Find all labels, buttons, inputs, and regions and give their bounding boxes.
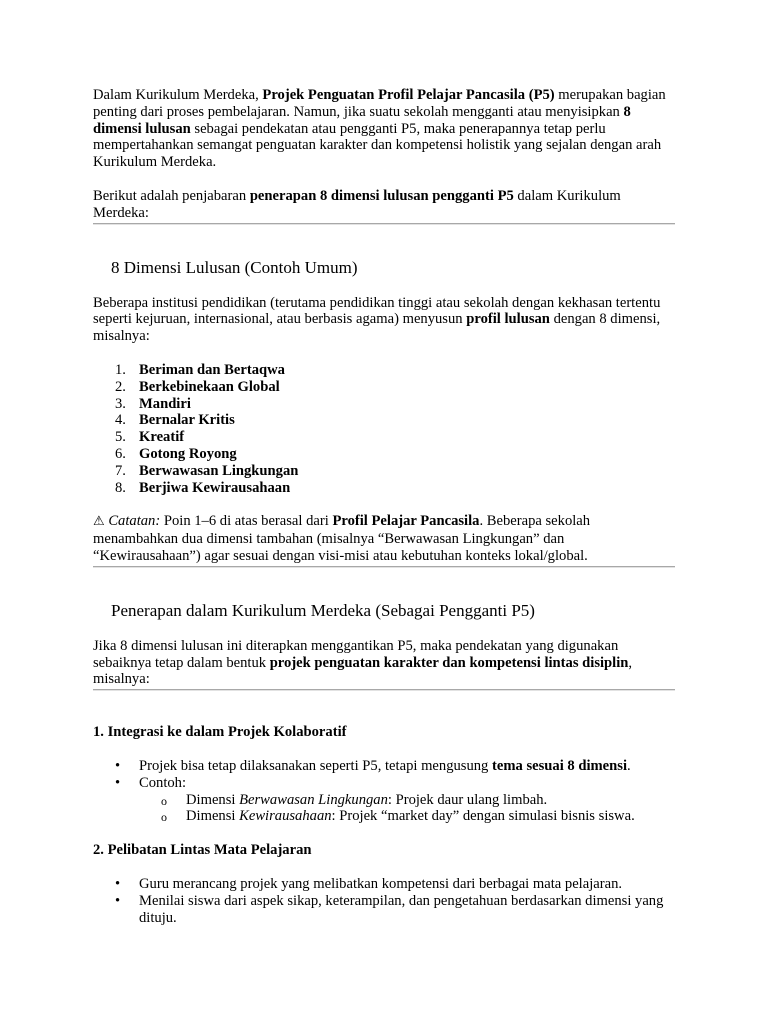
text: Dimensi	[186, 808, 240, 825]
text: dalam Kurikulum Merdeka:	[93, 187, 621, 221]
circle-bullet-icon: o	[161, 793, 167, 808]
section-heading-implementation: Penerapan dalam Kurikulum Merdeka (Sebagai Pengganti P5)	[111, 600, 535, 620]
list-item	[93, 396, 675, 413]
list-number: 5.	[115, 429, 126, 446]
list-number: 7.	[115, 462, 126, 479]
text: Menilai siswa dari aspek sikap, keterampilan, dan pengetahuan berdasarkan dimensi yang dituju.	[139, 892, 664, 926]
bullet-icon: •	[115, 892, 121, 909]
cross-subject-bullet-list	[93, 876, 675, 926]
list-item	[93, 429, 675, 446]
list-item	[93, 876, 675, 893]
list-item-label: Bernalar Kritis	[139, 412, 235, 429]
list-item-label: Beriman dan Bertaqwa	[139, 361, 285, 378]
integration-bullet-list	[93, 758, 675, 825]
circle-bullet-icon: o	[161, 810, 167, 825]
list-item	[93, 412, 675, 429]
intro-paragraph	[93, 87, 675, 171]
bold-text: projek penguatan karakter dan kompetensi lintas disiplin	[269, 654, 629, 671]
text: merupakan bagian penting dari proses pembelajaran. Namun, jika suatu sekolah mengganti atau menyisipkan	[93, 87, 666, 120]
bold-text: tema sesuai 8 dimensi	[492, 757, 628, 774]
text: dengan 8 dimensi, misalnya:	[93, 311, 661, 345]
list-number: 8.	[115, 479, 126, 496]
dimensions-list	[93, 362, 675, 496]
text: sebagai pendekatan atau pengganti P5, maka penerapannya tetap perlu mempertahankan semangat penguatan karakter dan kompetensi holistik yang sejalan dengan arah Kurikulum Merdeka.	[93, 120, 662, 171]
text: Dalam Kurikulum Merdeka,	[93, 87, 263, 103]
list-item	[93, 480, 675, 497]
list-item-label: Berwawasan Lingkungan	[139, 462, 299, 479]
list-item	[93, 758, 675, 775]
subheading-integration: 1. Integrasi ke dalam Projek Kolaboratif	[93, 724, 347, 741]
horizontal-rule	[93, 689, 675, 691]
list-item-label: Berkebinekaan Global	[139, 378, 280, 395]
text: . Beberapa sekolah menambahkan dua dimensi tambahan (misalnya “Berwawasan Lingkungan” dan “Kewirausahaan”) agar sesuai dengan visi-misi atau kebutuhan konteks lokal/global.	[93, 513, 591, 564]
sublist-item	[93, 808, 675, 825]
warning-icon: ⚠	[93, 514, 105, 530]
text: Contoh:	[139, 774, 187, 791]
italic-text: Berwawasan Lingkungan	[239, 791, 388, 808]
list-number: 3.	[115, 395, 126, 412]
list-item	[93, 775, 675, 825]
bold-text: Projek Penguatan Profil Pelajar Pancasila (P5)	[262, 87, 555, 103]
italic-text: Kewirausahaan	[239, 808, 332, 825]
horizontal-rule	[93, 566, 675, 568]
text: .	[627, 757, 631, 774]
italic-text: Catatan:	[108, 513, 161, 530]
list-item	[93, 379, 675, 396]
text: Berikut adalah penjabaran	[93, 187, 250, 204]
list-number: 6.	[115, 445, 126, 462]
text: : Projek “market day” dengan simulasi bisnis siswa.	[331, 808, 635, 825]
implementation-paragraph	[93, 638, 675, 688]
text: Jika 8 dimensi lulusan ini diterapkan menggantikan P5, maka pendekatan yang digunakan sebaiknya tetap dalam bentuk	[93, 637, 619, 671]
list-number: 1.	[115, 361, 126, 378]
bold-text: penerapan 8 dimensi lulusan pengganti P5	[249, 187, 514, 204]
sublist-item	[93, 792, 675, 809]
text: Poin 1–6 di atas berasal dari	[160, 513, 333, 530]
list-item-label: Berjiwa Kewirausahaan	[139, 479, 291, 496]
horizontal-rule	[93, 223, 675, 225]
list-number: 2.	[115, 378, 126, 395]
list-item-label: Mandiri	[139, 395, 191, 412]
list-item-label: Kreatif	[139, 429, 185, 446]
document-content	[93, 87, 675, 926]
example-sublist	[139, 792, 675, 826]
bold-text: profil lulusan	[466, 311, 550, 328]
intro-paragraph-2	[93, 188, 675, 222]
subheading-cross-subject: 2. Pelibatan Lintas Mata Pelajaran	[93, 842, 312, 859]
bullet-icon: •	[115, 757, 121, 774]
bold-text: Profil Pelajar Pancasila	[332, 513, 480, 530]
text: Guru merancang projek yang melibatkan kompetensi dari berbagai mata pelajaran.	[139, 875, 623, 892]
bold-text: 8 dimensi lulusan	[93, 103, 631, 137]
section-heading-dimensions: 8 Dimensi Lulusan (Contoh Umum)	[111, 257, 358, 277]
text: Dimensi	[186, 791, 240, 808]
text: : Projek daur ulang limbah.	[387, 791, 548, 808]
dimensions-paragraph	[93, 295, 675, 345]
list-item	[93, 362, 675, 379]
bullet-icon: •	[115, 875, 121, 892]
list-item-label: Gotong Royong	[139, 445, 237, 462]
list-number: 4.	[115, 412, 126, 429]
bullet-icon: •	[115, 774, 121, 791]
text: Projek bisa tetap dilaksanakan seperti P5, tetapi mengusung	[139, 757, 493, 774]
list-item	[93, 463, 675, 480]
list-item	[93, 893, 675, 927]
note-paragraph	[93, 513, 675, 564]
text: , misalnya:	[93, 654, 633, 688]
text: Beberapa institusi pendidikan (terutama pendidikan tinggi atau sekolah dengan kekhasan tertentu seperti kejuruan, internasional, atau berbasis agama) menyusun	[93, 294, 661, 328]
list-item	[93, 446, 675, 463]
